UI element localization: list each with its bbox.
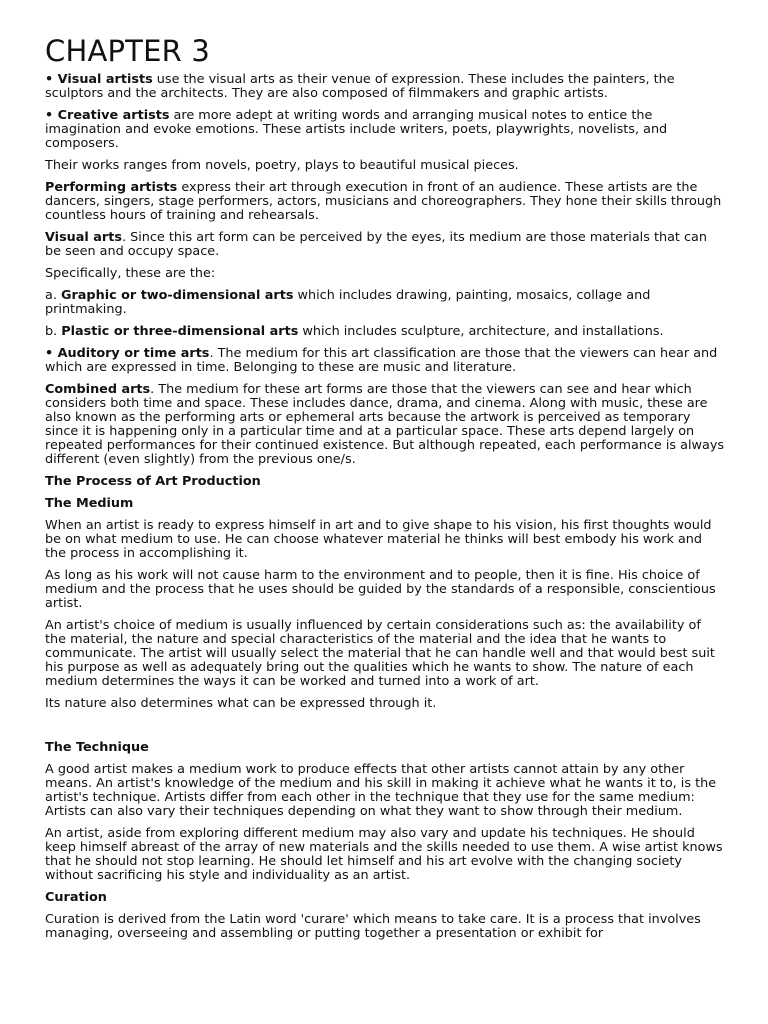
paragraph-text: . The medium for this art classification are those that the viewers can hear and which are expressed in time. Belonging to these are music and literature. bbox=[45, 346, 718, 375]
paragraph-text: express their art through execution in front of an audience. These artists are the dancers, singers, stage performers, actors, musicians and choreographers. They hone their skills through countless hours of training and rehearsals. bbox=[45, 180, 722, 223]
heading-text: The Process of Art Production bbox=[45, 474, 261, 489]
paragraph-text: are more adept at writing words and arranging musical notes to entice the imagination and evoke emotions. These artists include writers, poets, playwrights, novelists, and composers. bbox=[45, 108, 668, 151]
list-marker: b. bbox=[45, 324, 62, 339]
section-heading-process bbox=[45, 475, 725, 489]
paragraph-text: . Since this art form can be perceived by the eyes, its medium are those materials that can be seen and occupy space. bbox=[45, 230, 708, 259]
heading-text: Curation bbox=[45, 890, 107, 905]
blank-line bbox=[45, 719, 725, 741]
document-page bbox=[45, 34, 725, 949]
paragraph-performing-artists bbox=[45, 181, 725, 223]
term-visual-arts: Visual arts bbox=[45, 230, 122, 245]
paragraph-text: . The medium for these art forms are those that the viewers can see and hear which considers both time and space. These includes dance, drama, and cinema. Along with music, these are also known as the performing arts or ephemeral arts because the artwork is perceived as temporary since it is happening only in a particular time and at a particular space. These arts depend largely on repeated performances for their continued existence. But although repeated, each performance is always different (even slightly) from the previous one/s. bbox=[45, 382, 725, 467]
paragraph-graphic-arts bbox=[45, 289, 725, 317]
chapter-title: CHAPTER 3 bbox=[45, 34, 211, 68]
section-heading-technique bbox=[45, 741, 725, 755]
term-visual-artists: • Visual artists bbox=[45, 72, 153, 87]
paragraph-plastic-arts bbox=[45, 325, 725, 339]
term-auditory-arts: • Auditory or time arts bbox=[45, 346, 210, 361]
term-performing-artists: Performing artists bbox=[45, 180, 178, 195]
term-creative-artists: • Creative artists bbox=[45, 108, 170, 123]
paragraph-creative-artists bbox=[45, 109, 725, 151]
paragraph-technique-2: An artist, aside from exploring different medium may also vary and update his techniques. He should keep himself abreast of the array of new materials and the skills needed to use them. A wise artist knows that he should not stop learning. He should let himself and his art evolve with the changing society without sacrificing his style and individuality as an artist. bbox=[45, 826, 723, 883]
paragraph-auditory-arts bbox=[45, 347, 725, 375]
section-heading-curation bbox=[45, 891, 725, 905]
section-heading-medium bbox=[45, 497, 725, 511]
paragraph-works-range: Their works ranges from novels, poetry, plays to beautiful musical pieces. bbox=[45, 158, 519, 173]
paragraph-combined-arts bbox=[45, 383, 725, 467]
heading-text: The Medium bbox=[45, 496, 134, 511]
paragraph-text: which includes sculpture, architecture, and installations. bbox=[298, 324, 664, 339]
paragraph-curation-1: Curation is derived from the Latin word 'curare' which means to take care. It is a process that involves managing, overseeing and assembling or putting together a presentation or exhibit for bbox=[45, 912, 701, 941]
paragraph-medium-2: As long as his work will not cause harm to the environment and to people, then it is fine. His choice of medium and the process that he uses should be guided by the standards of a responsible, conscientious artist. bbox=[45, 568, 716, 611]
paragraph-visual-arts bbox=[45, 231, 725, 259]
paragraph-text: which includes drawing, painting, mosaics, collage and printmaking. bbox=[45, 288, 651, 317]
paragraph-medium-1: When an artist is ready to express himself in art and to give shape to his vision, his first thoughts would be on what medium to use. He can choose whatever material he thinks will best embody his work and the process in accomplishing it. bbox=[45, 518, 712, 561]
paragraph-visual-artists bbox=[45, 73, 725, 101]
paragraph-text: use the visual arts as their venue of expression. These includes the painters, the sculptors and the architects. They are also composed of filmmakers and graphic artists. bbox=[45, 72, 675, 101]
term-combined-arts: Combined arts bbox=[45, 382, 151, 397]
list-marker: a. bbox=[45, 288, 61, 303]
paragraph-medium-3: An artist's choice of medium is usually influenced by certain considerations such as: the availability of the material, the nature and special characteristics of the material and the idea that he wants to communicate. The artist will usually select the material that he can handle well and that would best suit his purpose as well as adequately bring out the qualities which he wants to show. The nature of each medium determines the ways it can be worked and turned into a work of art. bbox=[45, 618, 715, 689]
heading-text: The Technique bbox=[45, 740, 149, 755]
term-plastic-arts: Plastic or three-dimensional arts bbox=[61, 324, 299, 339]
paragraph-technique-1: A good artist makes a medium work to produce effects that other artists cannot attain by any other means. An artist's knowledge of the medium and his skill in making it achieve what he wants it to, is the artist's technique. Artists differ from each other in the technique that they use for the same medium: Artists can also vary their techniques depending on what they want to show through their medium. bbox=[45, 762, 717, 819]
paragraph-medium-4: Its nature also determines what can be expressed through it. bbox=[45, 696, 437, 711]
paragraph-specifically: Specifically, these are the: bbox=[45, 266, 216, 281]
term-graphic-arts: Graphic or two-dimensional arts bbox=[60, 288, 294, 303]
